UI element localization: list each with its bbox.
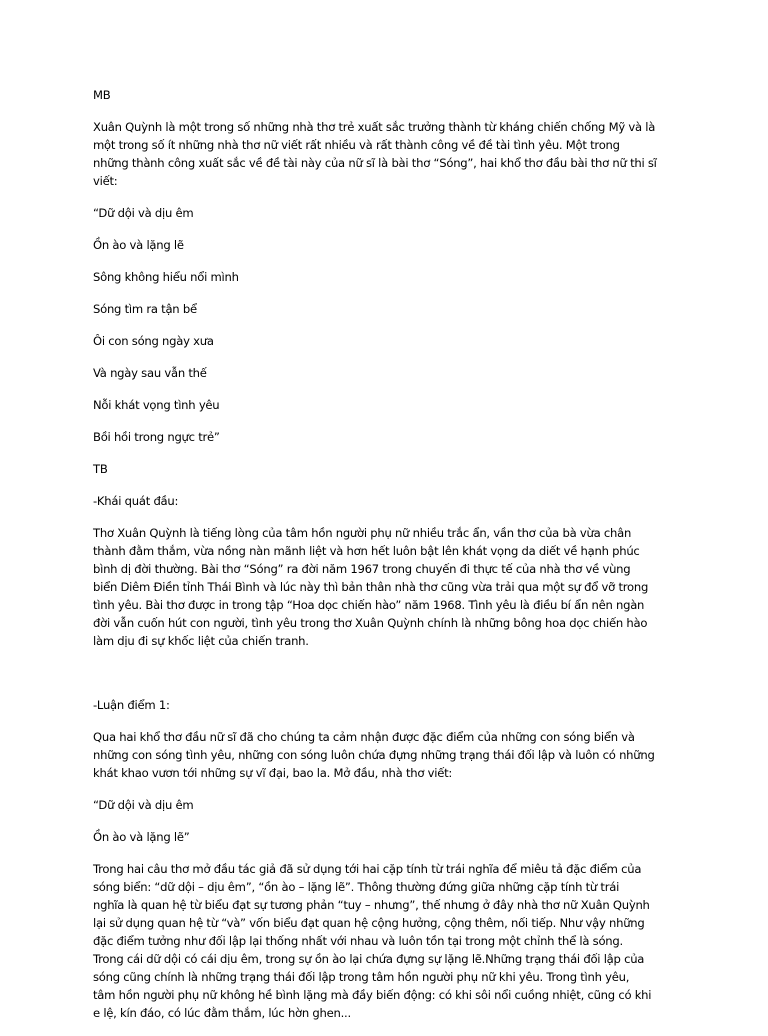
analysis-line: sóng biển: “dữ dội – dịu êm”, “ồn ào – lặng lẽ”. Thông thường đứng giữa những cặp tính từ trái xyxy=(93,880,620,894)
poem-line: Sông không hiểu nổi mình xyxy=(93,270,239,284)
intro-line: một trong số ít những nhà thơ nữ viết rất nhiều và rất thành công về đề tài tình yêu. Một trong xyxy=(93,138,620,152)
poem-line: Ôi con sóng ngày xưa xyxy=(93,334,214,348)
analysis-line: Trong hai câu thơ mở đầu tác giả đã sử dụng tới hai cặp tính từ trái nghĩa để miêu tả đặc điểm của xyxy=(93,862,642,876)
analysis-line: lại sử dụng quan hệ từ “và” vốn biểu đạt quan hệ cộng hưởng, cộng thêm, nối tiếp. Như vậy những xyxy=(93,916,645,930)
analysis-line: đặc điểm tưởng như đối lập lại thống nhất với nhau và luôn tồn tại trong một chỉnh thể là sóng. xyxy=(93,934,623,948)
overview-line: tình yêu. Bài thơ được in trong tập “Hoa dọc chiến hào” năm 1968. Tình yêu là điều bí ẩn nên ngàn xyxy=(93,598,645,612)
intro-line: viết: xyxy=(93,174,118,188)
analysis-line: tâm hồn người phụ nữ không hề bình lặng mà đầy biến động: có khi sôi nổi cuồng nhiệt, cũng có khi xyxy=(93,988,652,1002)
overview-line: đời vẫn cuốn hút con người, tình yêu trong thơ Xuân Quỳnh chính là những bông hoa dọc chiến hào xyxy=(93,616,648,630)
overview-line: bình dị đời thường. Bài thơ “Sóng” ra đời năm 1967 trong chuyến đi thực tế của nhà thơ về vùng xyxy=(93,562,631,576)
intro-line: Xuân Quỳnh là một trong số những nhà thơ trẻ xuất sắc trưởng thành từ kháng chiến chống Mỹ và là xyxy=(93,120,656,134)
point1-intro-line: khát khao vươn tới những sự vĩ đại, bao la. Mở đầu, nhà thơ viết: xyxy=(93,766,453,780)
poem-line: “Dữ dội và dịu êm xyxy=(93,206,194,220)
intro-paragraph xyxy=(93,118,685,190)
point1-intro-line: Qua hai khổ thơ đầu nữ sĩ đã cho chúng ta cảm nhận được đặc điểm của những con sóng biển và xyxy=(93,730,635,744)
document-page xyxy=(93,86,685,1036)
heading-tb: TB xyxy=(93,462,108,476)
poem-line: Sóng tìm ra tận bể xyxy=(93,302,197,316)
overview-line: biển Diêm Điền tỉnh Thái Bình và lúc này thì bản thân nhà thơ cũng vừa trải qua một sự đổ vỡ trong xyxy=(93,580,649,594)
quote-line: Ồn ào và lặng lẽ” xyxy=(93,830,190,844)
poem-line: Và ngày sau vẫn thế xyxy=(93,366,207,380)
analysis-line: nghĩa là quan hệ từ biểu đạt sự tương phản “tuy – nhưng”, thế nhưng ở đây nhà thơ nữ Xuân Quỳnh xyxy=(93,898,650,912)
poem-line: Nỗi khát vọng tình yêu xyxy=(93,398,220,412)
analysis-paragraph xyxy=(93,860,685,1022)
overview-line: Thơ Xuân Quỳnh là tiếng lòng của tâm hồn người phụ nữ nhiều trắc ẩn, vần thơ của bà vừa chân xyxy=(93,526,632,540)
overview-line: thành đằm thắm, vừa nồng nàn mãnh liệt và hơn hết luôn bật lên khát vọng da diết về hạnh phúc xyxy=(93,544,640,558)
overview-paragraph xyxy=(93,524,685,650)
point1-heading: -Luận điểm 1: xyxy=(93,698,170,712)
analysis-line: sóng cũng chính là những trạng thái đối lập trong tâm hồn người phụ nữ khi yêu. Trong tình yêu, xyxy=(93,970,630,984)
quote-line: “Dữ dội và dịu êm xyxy=(93,798,194,812)
heading-mb: MB xyxy=(93,88,111,102)
point1-intro-paragraph xyxy=(93,728,685,782)
point1-intro-line: những con sóng tình yêu, những con sóng luôn chứa đựng những trạng thái đối lập và luôn có những xyxy=(93,748,655,762)
intro-line: những thành công xuất sắc về đề tài này của nữ sĩ là bài thơ “Sóng”, hai khổ thơ đầu bài thơ nữ thi sĩ xyxy=(93,156,657,170)
analysis-line: Trong cái dữ dội có cái dịu êm, trong sự ồn ào lại chứa đựng sự lặng lẽ.Những trạng thái đối lập của xyxy=(93,952,645,966)
overview-heading: -Khái quát đầu: xyxy=(93,494,179,508)
analysis-line: e lệ, kín đáo, có lúc đằm thắm, lúc hờn ghen... xyxy=(93,1006,351,1020)
poem-line: Ồn ào và lặng lẽ xyxy=(93,238,184,252)
poem-line: Bồi hồi trong ngực trẻ” xyxy=(93,430,220,444)
overview-line: làm dịu đi sự khốc liệt của chiến tranh. xyxy=(93,634,309,648)
